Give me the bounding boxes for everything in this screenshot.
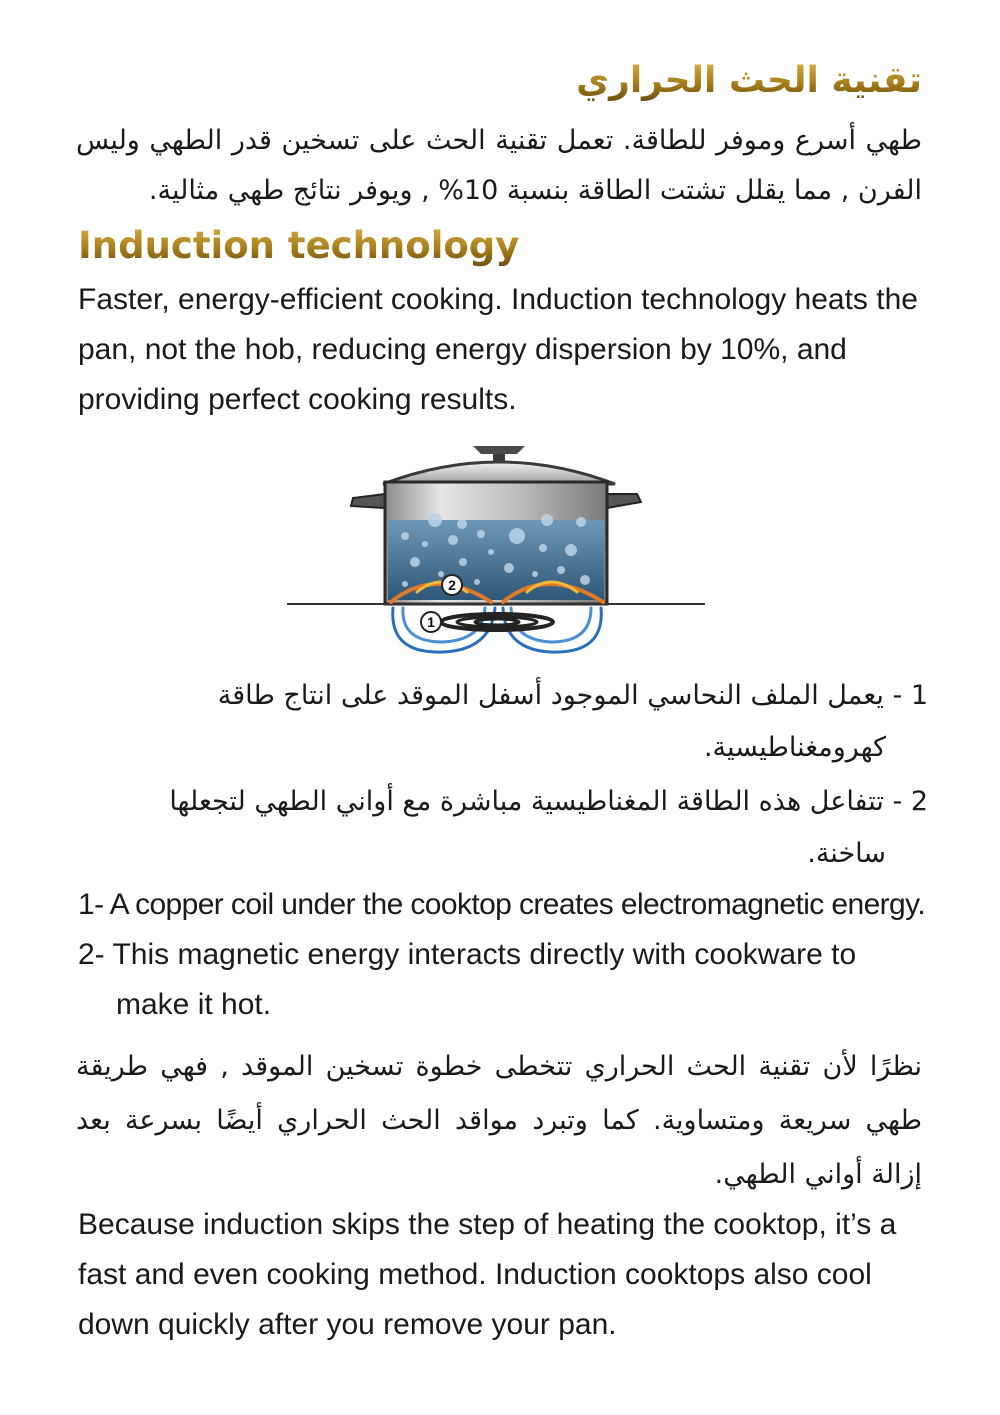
english-step-text: A copper coil under the cooktop creates electromagnetic energy.	[109, 888, 926, 921]
arabic-step-text: يعمل الملف النحاسي الموجود أسفل الموقد على انتاج طاقة	[217, 680, 884, 711]
english-intro: Faster, energy-efficient cooking. Induction technology heats the pan, not the hob, reducing energy dispersion by 10%, and providing perfect cooking results.	[78, 283, 918, 416]
arabic-title: تقنية الحث الحراري	[576, 60, 922, 101]
label-2-marker	[442, 575, 462, 595]
english-step-text: This magnetic energy interacts directly with cookware to	[112, 938, 857, 971]
label-2: 2	[448, 577, 456, 593]
arabic-step-number: 2 -	[892, 786, 928, 817]
english-step	[78, 880, 938, 930]
arabic-step	[78, 670, 928, 774]
english-title: Induction technology	[78, 224, 520, 267]
arabic-step-number: 1 -	[892, 680, 928, 711]
arabic-step-continuation: ساخنة.	[807, 838, 886, 869]
english-step	[78, 930, 938, 1030]
english-step-number: 1-	[78, 888, 104, 921]
copper-coil	[441, 614, 553, 630]
english-step-continuation: make it hot.	[116, 988, 272, 1021]
arabic-outro: نظرًا لأن تقنية الحث الحراري تتخطى خطوة تسخين الموقد , فهي طريقة طهي سريعة ومتساوية. كما وتبرد مواقد الحث الحراري أيضًا بسرعة بعد إزالة أواني الطهي.	[76, 1051, 922, 1190]
arabic-step	[78, 776, 928, 880]
label-1: 1	[427, 614, 435, 630]
arabic-step-text: تتفاعل هذه الطاقة المغناطيسية مباشرة مع أواني الطهي لتجعلها	[169, 786, 884, 817]
pot-handle-left	[351, 494, 385, 508]
english-steps-list	[78, 880, 938, 1030]
english-step-number: 2-	[78, 938, 105, 971]
arabic-step-continuation: كهرومغناطيسية.	[703, 732, 886, 763]
label-1-marker	[421, 612, 441, 632]
arabic-intro: طهي أسرع وموفر للطاقة. تعمل تقنية الحث على تسخين قدر الطهي وليس الفرن , مما يقلل تشتت الطاقة بنسبة 10% , ويوفر نتائج طهي مثالية.	[76, 125, 922, 206]
pot-handle-right	[607, 494, 641, 508]
induction-diagram	[285, 432, 715, 662]
arabic-steps-list	[78, 670, 928, 882]
english-outro: Because induction skips the step of heating the cooktop, it’s a fast and even cooking method. Induction cooktops also cool down quickly after you remove your pan.	[78, 1208, 897, 1341]
lid-knob	[473, 446, 525, 462]
